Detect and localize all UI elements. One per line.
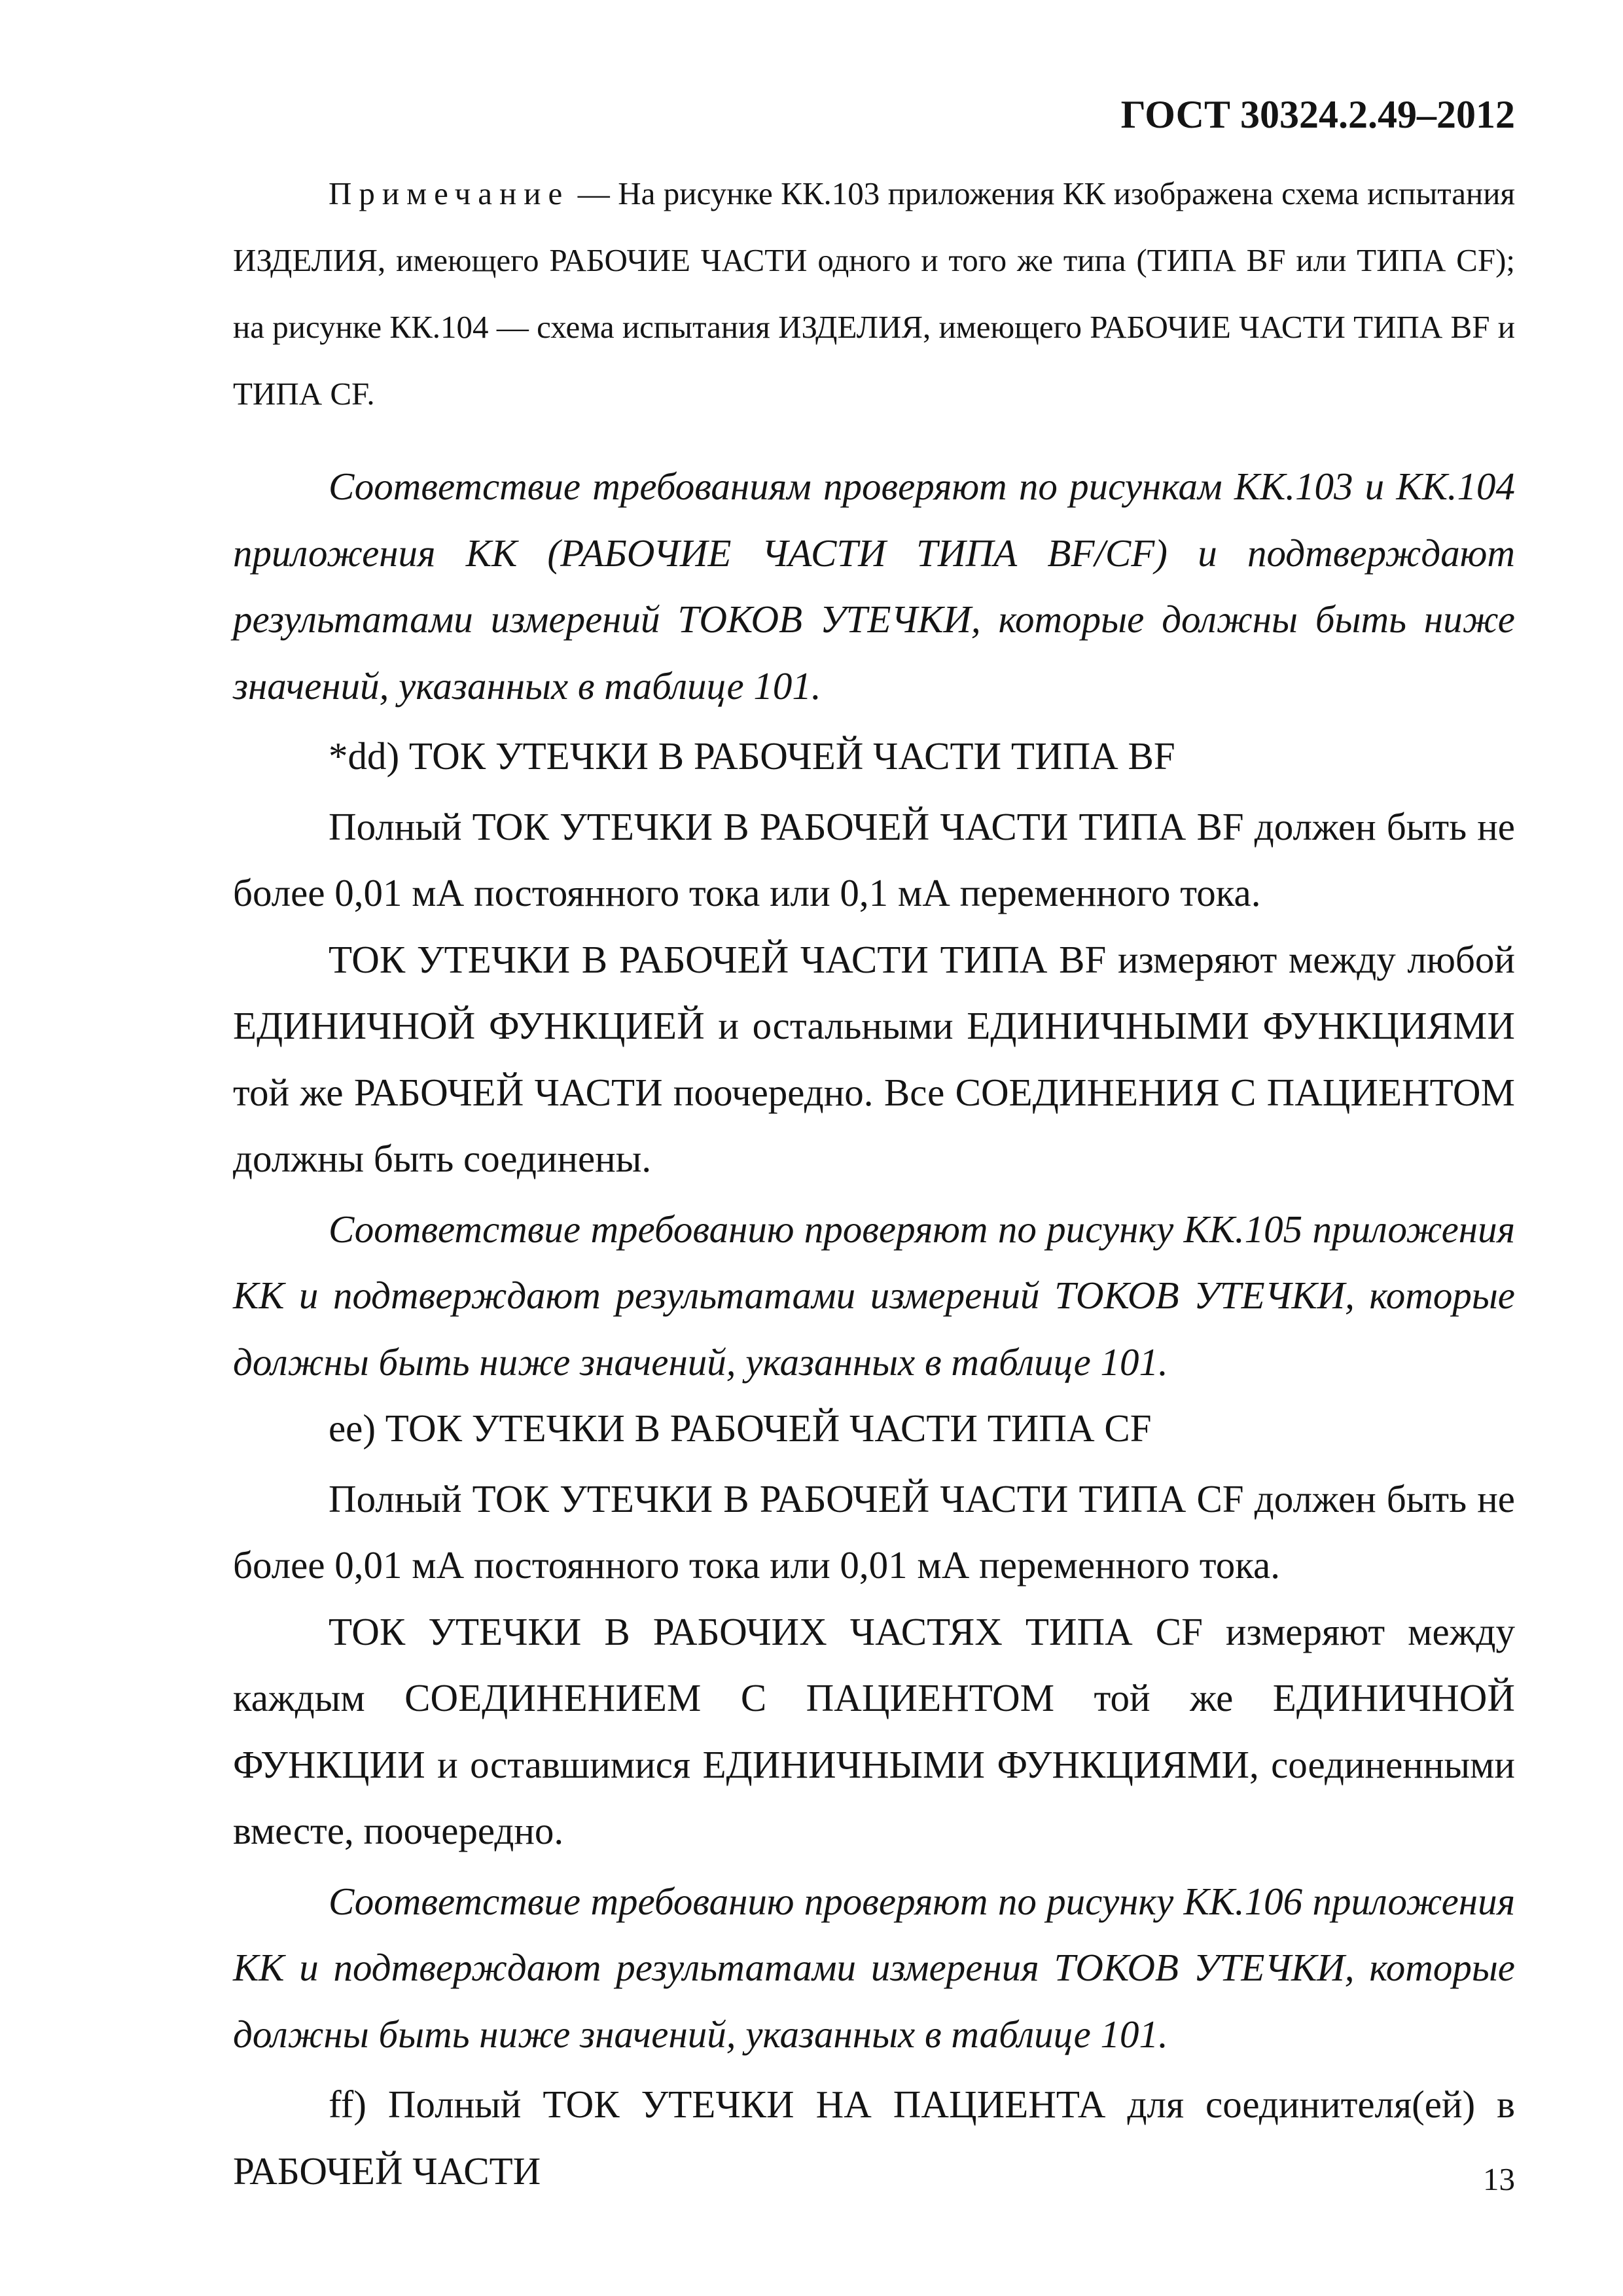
note-paragraph xyxy=(233,160,1515,427)
body-paragraph: Полный ТОК УТЕЧКИ В РАБОЧЕЙ ЧАСТИ ТИПА CF должен быть не более 0,01 мА постоянного тока или 0,01 мА переменного тока. xyxy=(233,1477,1515,1587)
compliance-paragraph: Соответствие требованию проверяют по рисунку КК.105 приложения КК и подтверждают результатами измерений ТОКОВ УТЕЧКИ, которые должны быть ниже значений, указанных в таблице 101. xyxy=(233,1207,1515,1384)
section-heading-ff: ff) Полный ТОК УТЕЧКИ НА ПАЦИЕНТА для соединителя(ей) в РАБОЧЕЙ ЧАСТИ xyxy=(233,2083,1515,2193)
body-paragraph: ТОК УТЕЧКИ В РАБОЧЕЙ ЧАСТИ ТИПА BF измеряют между любой ЕДИНИЧНОЙ ФУНКЦИЕЙ и остальными ЕДИНИЧНЫМИ ФУНКЦИЯМИ той же РАБОЧЕЙ ЧАСТИ поочередно. Все СОЕДИНЕНИЯ С ПАЦИЕНТОМ должны быть соединены. xyxy=(233,937,1515,1180)
note-text: — На рисунке КК.103 приложения КК изображена схема испытания ИЗДЕЛИЯ, имеющего РАБОЧИЕ ЧАСТИ одного и того же типа (ТИПА BF или ТИПА CF); на рисунке КК.104 — схема испытания ИЗДЕЛИЯ, имеющего РАБОЧИЕ ЧАСТИ ТИПА BF и ТИПА CF. xyxy=(233,175,1515,412)
page-number: 13 xyxy=(1483,2161,1515,2197)
body-paragraph: Полный ТОК УТЕЧКИ В РАБОЧЕЙ ЧАСТИ ТИПА BF должен быть не более 0,01 мА постоянного тока или 0,1 мА переменного тока. xyxy=(233,804,1515,914)
compliance-paragraph: Соответствие требованию проверяют по рисунку КК.106 приложения КК и подтверждают результатами измерения ТОКОВ УТЕЧКИ, которые должны быть ниже значений, указанных в таблице 101. xyxy=(233,1879,1515,2056)
compliance-paragraph: Соответствие требованиям проверяют по рисункам КК.103 и КК.104 приложения КК (РАБОЧИЕ ЧАСТИ ТИПА BF/CF) и подтверждают результатами измерений ТОКОВ УТЕЧКИ, которые должны быть ниже значений, указанных в таблице 101. xyxy=(233,465,1515,708)
section-heading-dd: *dd) ТОК УТЕЧКИ В РАБОЧЕЙ ЧАСТИ ТИПА BF xyxy=(329,734,1175,778)
note-lead: Примечание xyxy=(329,175,570,211)
section-heading-ee: ee) ТОК УТЕЧКИ В РАБОЧЕЙ ЧАСТИ ТИПА CF xyxy=(329,1407,1152,1450)
page-content xyxy=(233,160,1515,2204)
body-paragraph: ТОК УТЕЧКИ В РАБОЧИХ ЧАСТЯХ ТИПА CF измеряют между каждым СОЕДИНЕНИЕМ С ПАЦИЕНТОМ той же ЕДИНИЧНОЙ ФУНКЦИИ и оставшимися ЕДИНИЧНЫМИ ФУНКЦИЯМИ, соединенными вместе, поочередно. xyxy=(233,1609,1515,1852)
standard-designation: ГОСТ 30324.2.49–2012 xyxy=(1120,93,1515,136)
